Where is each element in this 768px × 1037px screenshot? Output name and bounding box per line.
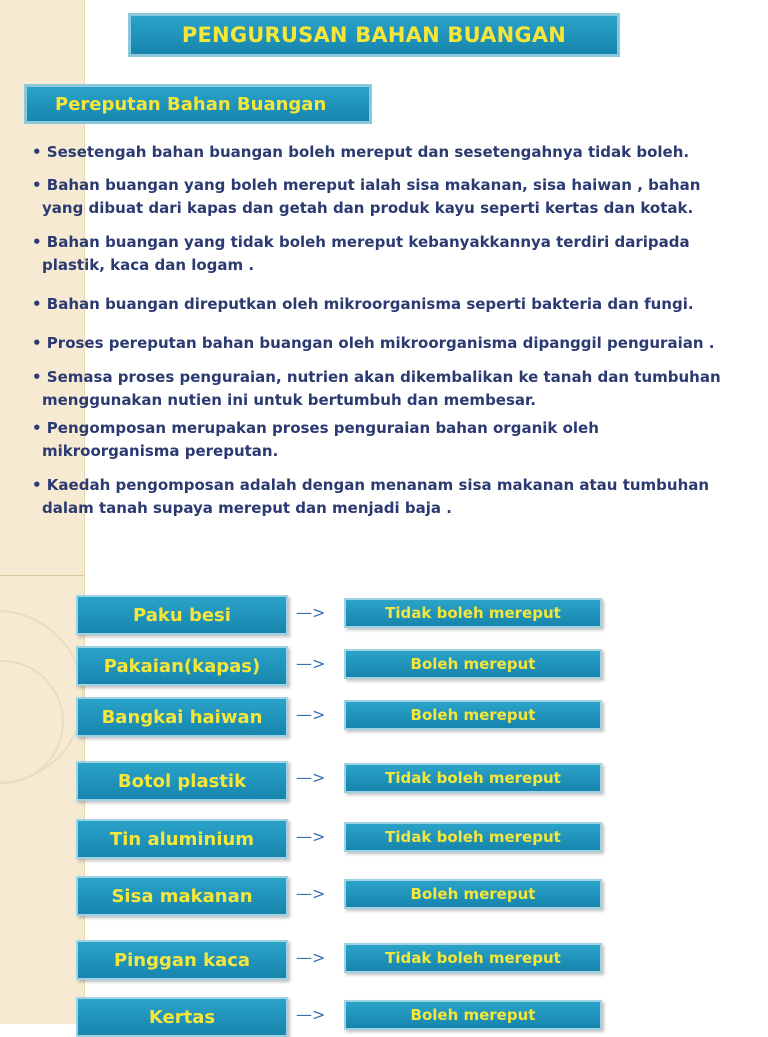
decay-result-box: Tidak boleh mereput <box>344 943 602 973</box>
page-title: PENGURUSAN BAHAN BUANGAN <box>181 23 567 47</box>
bullet-text-continued: plastik, kaca dan logam . <box>42 256 255 274</box>
bullet-text: • Pengomposan merupakan proses penguraian bahan organik oleh <box>32 419 599 437</box>
bullet-point <box>32 231 752 277</box>
material-item-box: Botol plastik <box>76 761 288 801</box>
bullet-text-continued: menggunakan nutien ini untuk bertumbuh dan membesar. <box>42 391 536 409</box>
strip-divider <box>0 575 84 576</box>
material-item-box: Pakaian(kapas) <box>76 646 288 686</box>
page-title-box <box>128 13 620 57</box>
bullet-point <box>32 417 752 463</box>
section-title: Pereputan Bahan Buangan <box>55 93 327 115</box>
bullet-point <box>32 174 752 220</box>
bullet-text: • Sesetengah bahan buangan boleh mereput dan sesetengahnya tidak boleh. <box>32 143 690 161</box>
bullet-text: • Bahan buangan yang tidak boleh mereput kebanyakkannya terdiri daripada <box>32 233 690 251</box>
decay-result-box: Tidak boleh mereput <box>344 598 602 628</box>
arrow-right-icon: —> <box>296 827 326 846</box>
arrow-right-icon: —> <box>296 884 326 903</box>
decay-result-box: Boleh mereput <box>344 649 602 679</box>
material-item-box: Bangkai haiwan <box>76 697 288 737</box>
decay-result-box: Tidak boleh mereput <box>344 822 602 852</box>
decay-result-box: Tidak boleh mereput <box>344 763 602 793</box>
material-item-box: Pinggan kaca <box>76 940 288 980</box>
bullet-text-continued: mikroorganisma pereputan. <box>42 442 279 460</box>
material-item-box: Tin aluminium <box>76 819 288 859</box>
bullet-point <box>32 474 752 520</box>
bullet-point <box>32 332 752 355</box>
bullet-text: • Semasa proses penguraian, nutrien akan dikembalikan ke tanah dan tumbuhan <box>32 368 721 386</box>
arrow-right-icon: —> <box>296 948 326 967</box>
material-item-box: Sisa makanan <box>76 876 288 916</box>
section-title-box <box>24 84 372 124</box>
bullet-point <box>32 366 752 412</box>
decorative-arc <box>0 610 84 784</box>
bullet-text-continued: yang dibuat dari kapas dan getah dan produk kayu seperti kertas dan kotak. <box>42 199 694 217</box>
bullet-point <box>32 293 752 316</box>
decay-result-box: Boleh mereput <box>344 879 602 909</box>
material-item-box: Paku besi <box>76 595 288 635</box>
arrow-right-icon: —> <box>296 603 326 622</box>
decay-result-box: Boleh mereput <box>344 1000 602 1030</box>
bullet-text-continued: dalam tanah supaya mereput dan menjadi baja . <box>42 499 452 517</box>
arrow-right-icon: —> <box>296 768 326 787</box>
bullet-point <box>32 141 752 164</box>
bullet-text: • Kaedah pengomposan adalah dengan menanam sisa makanan atau tumbuhan <box>32 476 710 494</box>
arrow-right-icon: —> <box>296 705 326 724</box>
bullet-text: • Bahan buangan yang boleh mereput ialah sisa makanan, sisa haiwan , bahan <box>32 176 701 194</box>
decay-result-box: Boleh mereput <box>344 700 602 730</box>
bullet-text: • Bahan buangan direputkan oleh mikroorganisma seperti bakteria dan fungi. <box>32 295 694 313</box>
arrow-right-icon: —> <box>296 1005 326 1024</box>
arrow-right-icon: —> <box>296 654 326 673</box>
material-item-box: Kertas <box>76 997 288 1037</box>
bullet-text: • Proses pereputan bahan buangan oleh mikroorganisma dipanggil penguraian . <box>32 334 715 352</box>
